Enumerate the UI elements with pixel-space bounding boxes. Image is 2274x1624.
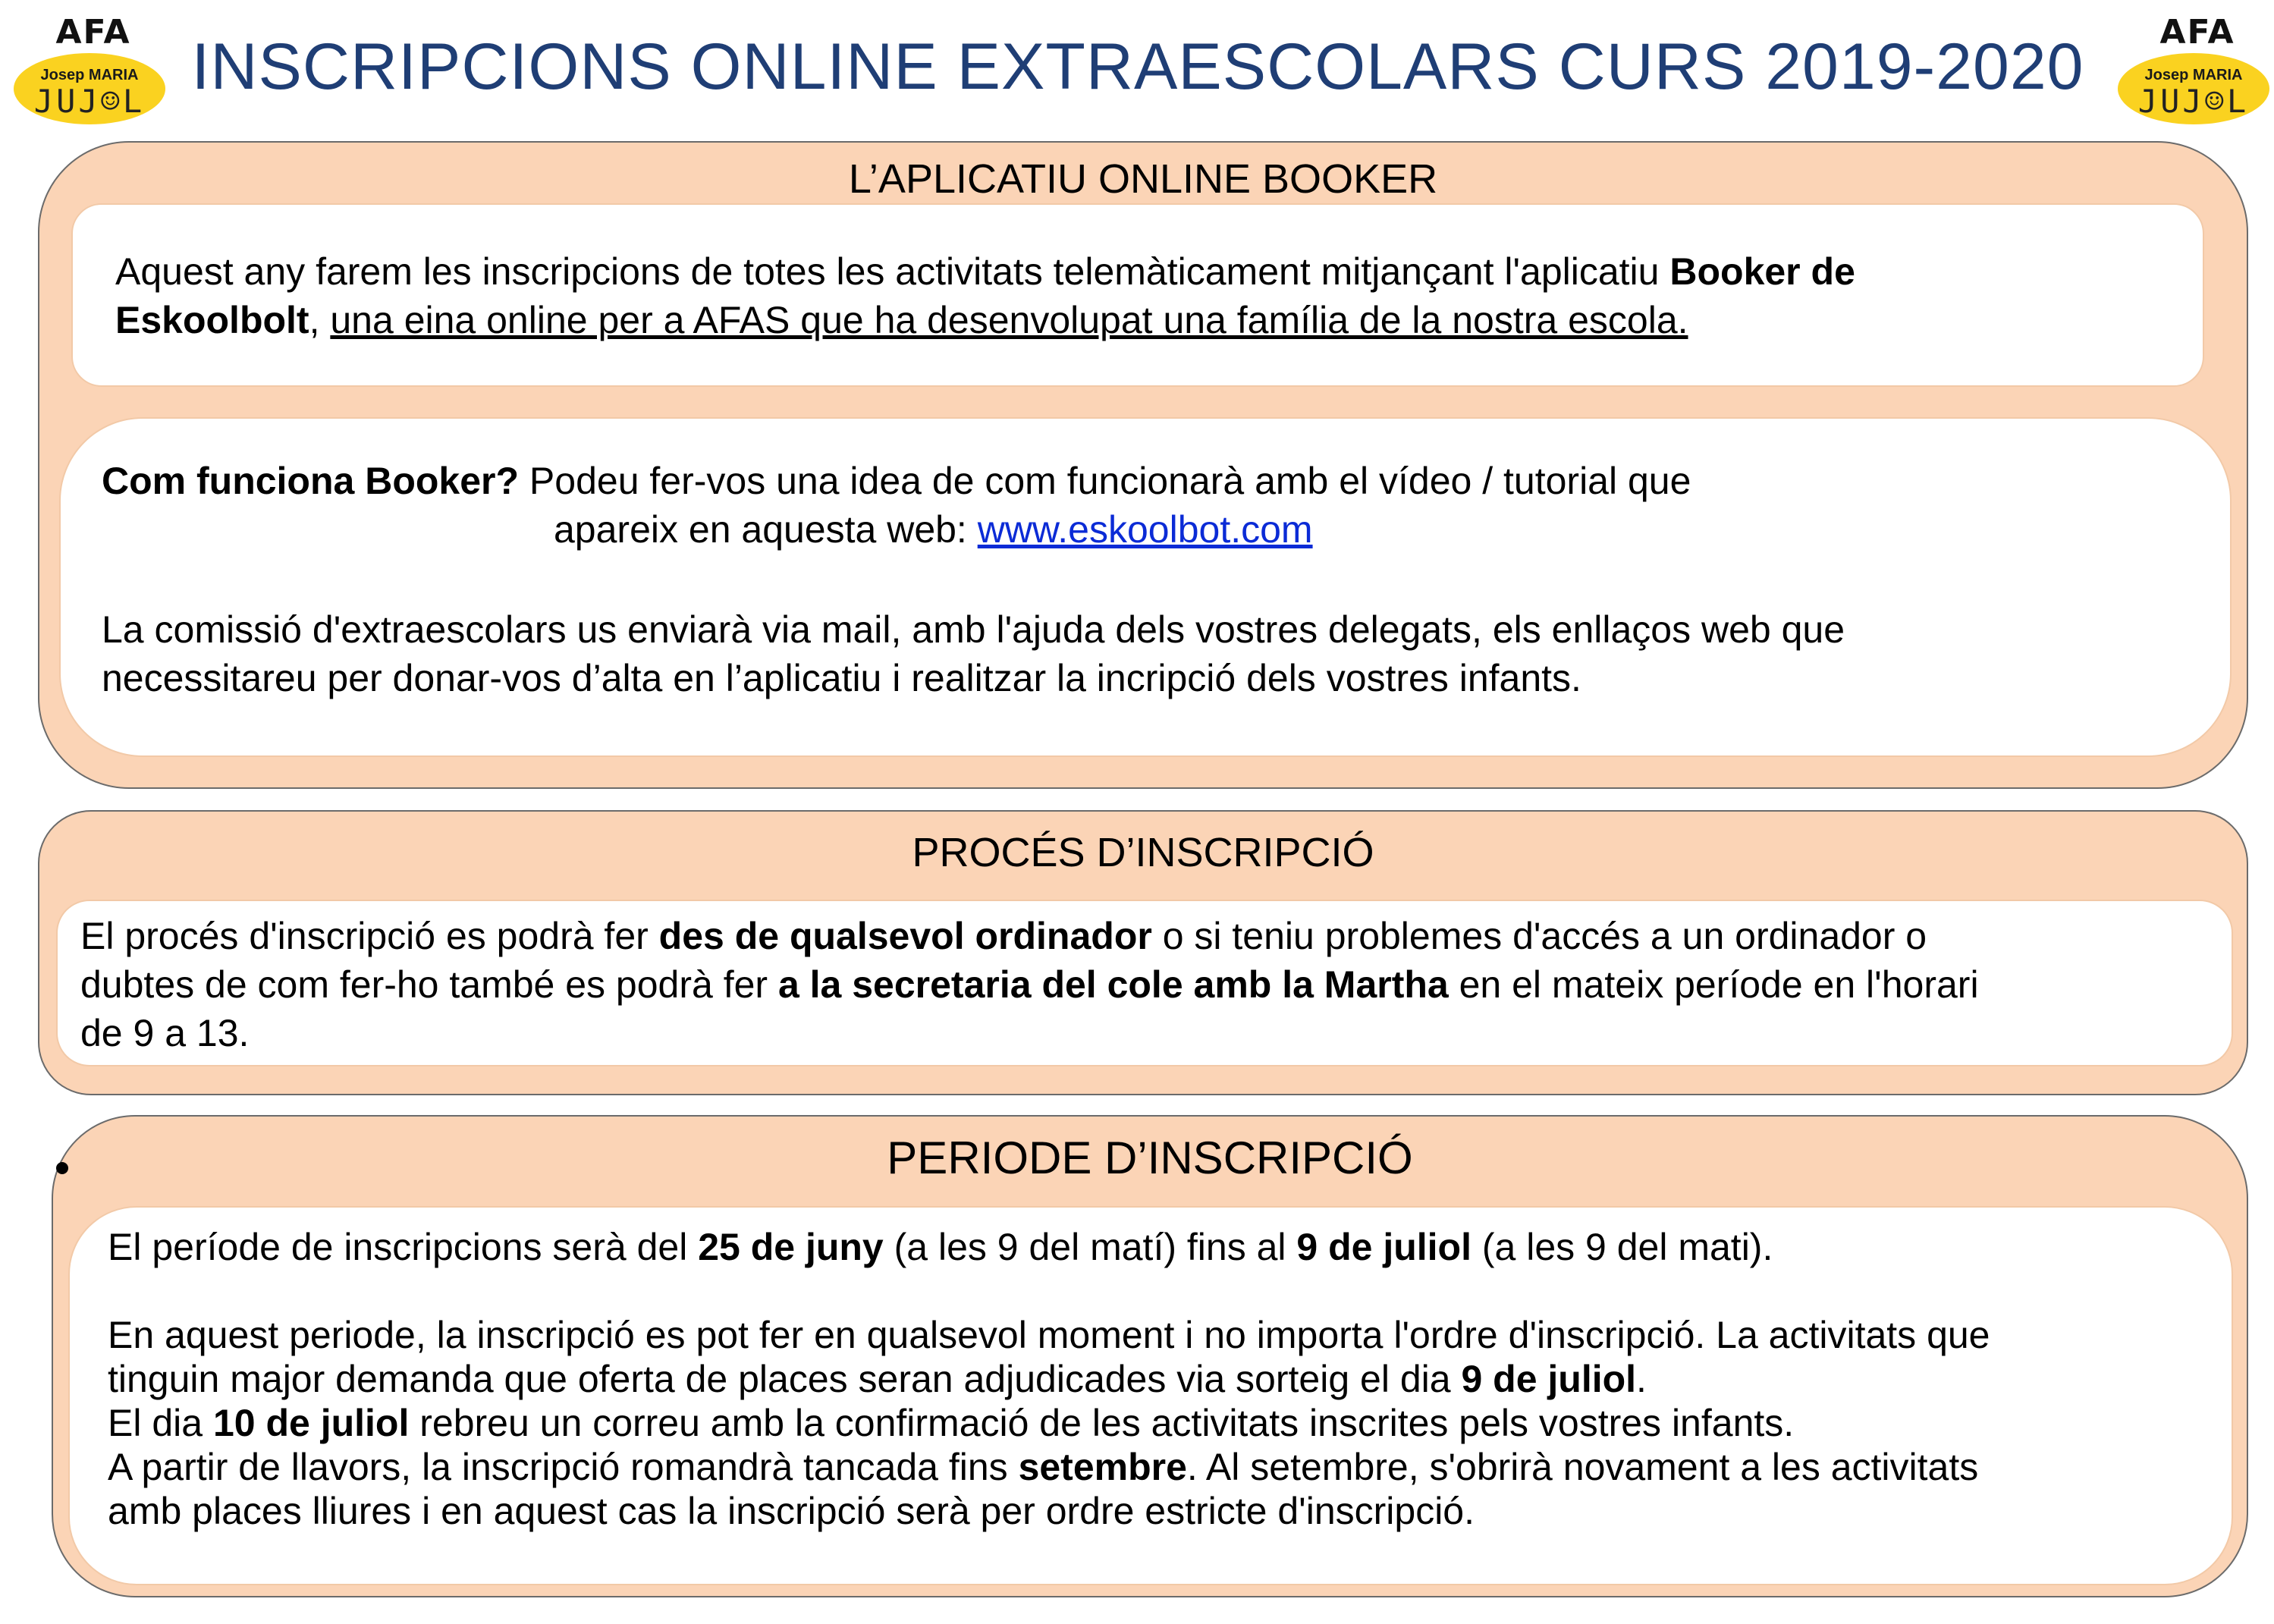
periode-para4-line2: amb places lliures i en aquest cas la inscripció serà per ordre estricte d'inscripció. xyxy=(108,1490,1475,1532)
booker-howto-box xyxy=(59,417,2232,757)
howto-para-line2: necessitareu per donar-vos d’alta en l’aplicatiu i realitzar la incripció dels vostres infants. xyxy=(102,657,1581,699)
booker-intro-line2: Eskoolbolt, una eina online per a AFAS que ha desenvolupat una família de la nostra escola. xyxy=(115,299,1688,341)
section-heading-periode: PERIODE D’INSCRIPCIÓ xyxy=(887,1132,1413,1183)
section-proces xyxy=(38,810,2248,1095)
proces-line1: El procés d'inscripció es podrà fer des de qualsevol ordinador o si teniu problemes d'accés a un ordinador o xyxy=(80,915,1927,957)
logo-josep-text: Josep MARIA xyxy=(2144,67,2243,83)
section-heading-booker: L’APLICATIU ONLINE BOOKER xyxy=(848,156,1438,202)
proces-line2: dubtes de com fer-ho també es podrà fer a la secretaria del cole amb la Martha en el mateix període en l'horari xyxy=(80,963,1979,1006)
page-title: INSCRIPCIONS ONLINE EXTRAESCOLARS CURS 2019-2020 xyxy=(191,30,2084,103)
logo-jujol-text: JUJ☺L xyxy=(33,83,146,120)
section-booker xyxy=(38,141,2248,789)
howto-link-line: apareix en aquesta web: www.eskoolbot.com xyxy=(554,508,1313,551)
logo-josep-text: Josep MARIA xyxy=(40,67,139,83)
periode-line1: El període de inscripcions serà del 25 de juny (a les 9 del matí) fins al 9 de juliol (a les 9 del mati). xyxy=(108,1226,1773,1268)
section-heading-proces: PROCÉS D’INSCRIPCIÓ xyxy=(912,830,1374,875)
howto-para-line1: La comissió d'extraescolars us enviarà via mail, amb l'ajuda dels vostres delegats, els enllaços web que xyxy=(102,608,1845,651)
proces-box xyxy=(56,900,2233,1066)
periode-box xyxy=(68,1206,2233,1585)
afa-logo-left xyxy=(14,14,173,127)
periode-para2-line1: En aquest periode, la inscripció es pot fer en qualsevol moment i no importa l'ordre d'inscripció. La activitats que xyxy=(108,1314,1990,1356)
periode-para4-line1: A partir de llavors, la inscripció romandrà tancada fins setembre. Al setembre, s'obrirà novament a les activitats xyxy=(108,1446,1979,1488)
logo-afa-text: AFA xyxy=(2159,13,2235,52)
booker-intro-line1: Aquest any farem les inscripcions de totes les activitats telemàticament mitjançant l'aplicatiu Booker de xyxy=(115,250,1855,293)
bullet-dot xyxy=(56,1162,68,1174)
logo-jujol-text: JUJ☺L xyxy=(2137,83,2250,120)
howto-question-line: Com funciona Booker? Podeu fer-vos una idea de com funcionarà amb el vídeo / tutorial que xyxy=(102,460,1691,502)
afa-logo-right xyxy=(2118,14,2274,127)
proces-line3: de 9 a 13. xyxy=(80,1012,250,1054)
periode-para3-line: El dia 10 de juliol rebreu un correu amb la confirmació de les activitats inscrites pels vostres infants. xyxy=(108,1402,1795,1444)
logo-afa-text: AFA xyxy=(55,13,131,52)
section-periode xyxy=(52,1115,2248,1597)
eskoolbot-link[interactable]: www.eskoolbot.com xyxy=(977,508,1313,551)
booker-intro-box xyxy=(71,203,2204,387)
periode-para2-line2: tinguin major demanda que oferta de places seran adjudicades via sorteig el dia 9 de juliol. xyxy=(108,1358,1647,1400)
